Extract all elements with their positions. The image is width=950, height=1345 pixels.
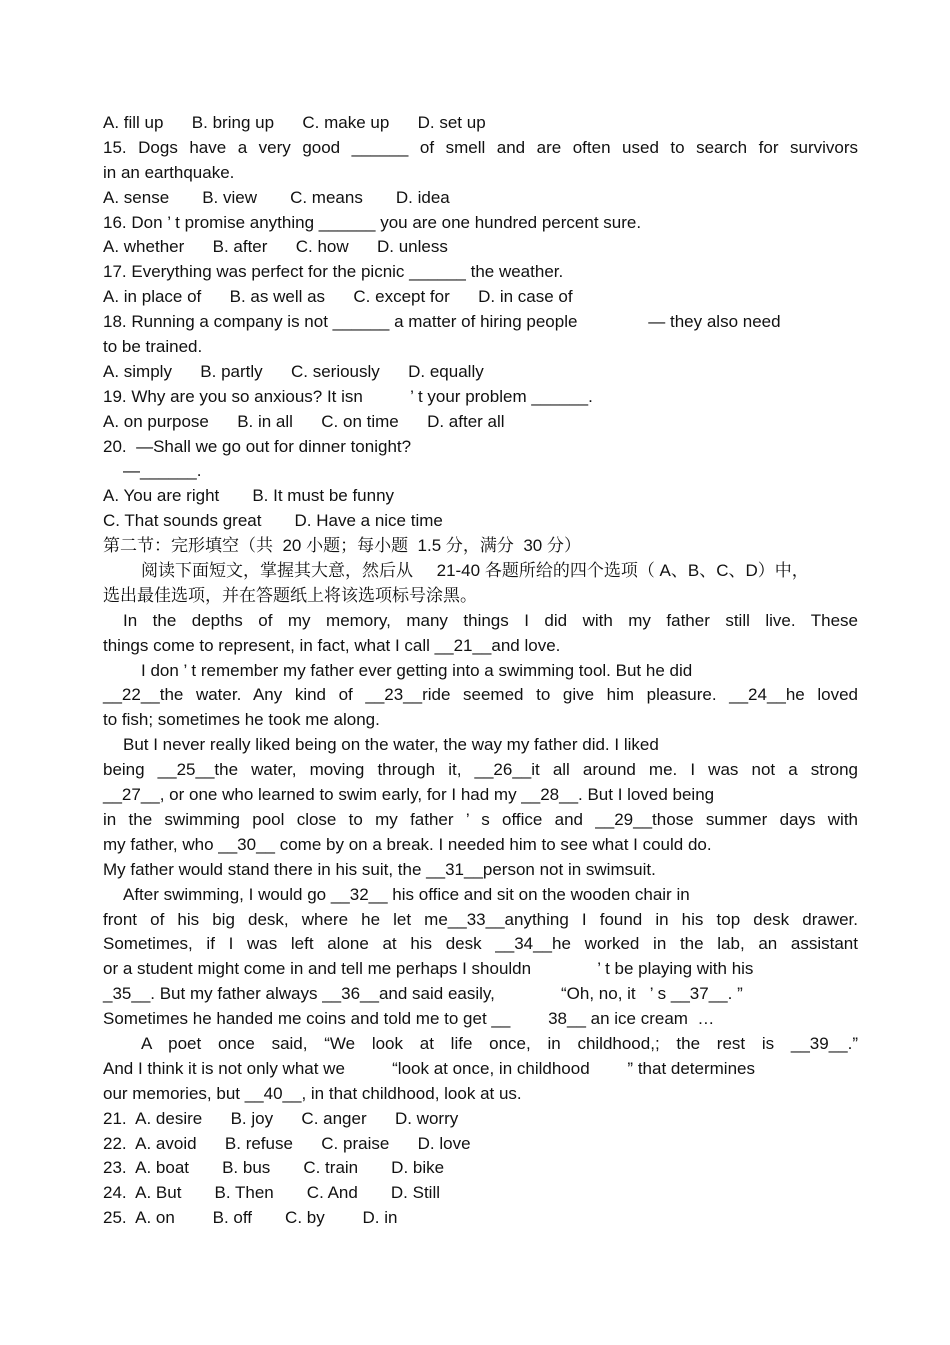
text-line: Sometimes he handed me coins and told me to get __ 38__ an ice cream … [103,1009,715,1029]
text-line: A. fill up B. bring up C. make up D. set up [103,113,486,132]
text-line: 18. Running a company is not ______ a matter of hiring people — they also need [103,312,781,332]
text-line: —______. [123,461,202,481]
text-line: 阅读下面短文，掌握其大意，然后从 21-40 各题所给的四个选项（ A、B、C、D）中， [141,561,809,581]
text-line: to be trained. [103,337,203,357]
text-line: A. You are right B. It must be funny [103,486,395,506]
text-line: A. sense B. view C. means D. idea [103,187,450,207]
document-body [103,111,858,1231]
text-line: being __25__the water, moving through it, __26__it all around me. I was not a strong [103,760,858,780]
text-line: things come to represent, in fact, what I call __21__and love. [103,635,561,655]
text-line: 23. A. boat B. bus C. train D. bike [103,1158,445,1178]
text-line: in an earthquake. [103,162,235,182]
text-line: A. simply B. partly C. seriously D. equally [103,361,484,381]
text-line: 选出最佳选项，并在答题纸上将该选项标号涂黑。 [103,585,477,605]
text-line: to fish; sometimes he took me along. [103,710,380,730]
text-line: 第二节：完形填空（共 20 小题；每小题 1.5 分，满分 30 分） [103,536,581,556]
text-line: in the swimming pool close to my father ’ s office and __29__those summer days with [103,809,858,829]
text-line: In the depths of my memory, many things I did with my father still live. These [123,610,858,630]
text-line: 20. —Shall we go out for dinner tonight? [103,436,412,456]
text-line: __22__the water. Any kind of __23__ride seemed to give him pleasure. __24__he loved [103,685,858,705]
text-line: A. in place of B. as well as C. except for D. in case of [103,287,573,307]
text-line: I don ’ t remember my father ever getting into a swimming tool. But he did [141,660,693,680]
text-line: A. whether B. after C. how D. unless [103,237,448,257]
text-line: 24. A. But B. Then C. And D. Still [103,1183,441,1203]
text-line: front of his big desk, where he let me__33__anything I found in his top desk drawer. [103,909,858,929]
text-line: 25. A. on B. off C. by D. in [103,1208,398,1228]
text-line: Sometimes, if I was left alone at his desk __34__he worked in the lab, an assistant [103,934,858,954]
text-line: __27__, or one who learned to swim early, for I had my __28__. But I loved being [103,785,715,805]
text-line: 16. Don ’ t promise anything ______ you are one hundred percent sure. [103,212,642,232]
text-line: But I never really liked being on the water, the way my father did. I liked [123,735,659,755]
text-line: _35__. But my father always __36__and said easily, “Oh, no, it ’ s __37__. ” [103,984,743,1004]
text-line: A. on purpose B. in all C. on time D. after all [103,411,505,431]
text-line: A poet once said, “We look at life once, in childhood,; the rest is __39__.” [141,1033,858,1053]
text-line: our memories, but __40__, in that childhood, look at us. [103,1083,522,1103]
text-line: 19. Why are you so anxious? It isn ’ t your problem ______. [103,386,593,406]
text-line: My father would stand there in his suit, the __31__person not in swimsuit. [103,859,656,879]
text-line: After swimming, I would go __32__ his office and sit on the wooden chair in [123,884,690,904]
text-line: or a student might come in and tell me perhaps I shouldn ’ t be playing with his [103,959,754,979]
text-line: 17. Everything was perfect for the picnic ______ the weather. [103,262,564,282]
text-line: 22. A. avoid B. refuse C. praise D. love [103,1133,471,1153]
text-line: 21. A. desire B. joy C. anger D. worry [103,1108,459,1128]
text-line: my father, who __30__ come by on a break. I needed him to see what I could do. [103,834,712,854]
text-line: C. That sounds great D. Have a nice time [103,511,443,531]
text-line: 15. Dogs have a very good ______ of smell and are often used to search for survivors [103,137,858,157]
text-line: And I think it is not only what we “look at once, in childhood ” that determines [103,1058,755,1078]
